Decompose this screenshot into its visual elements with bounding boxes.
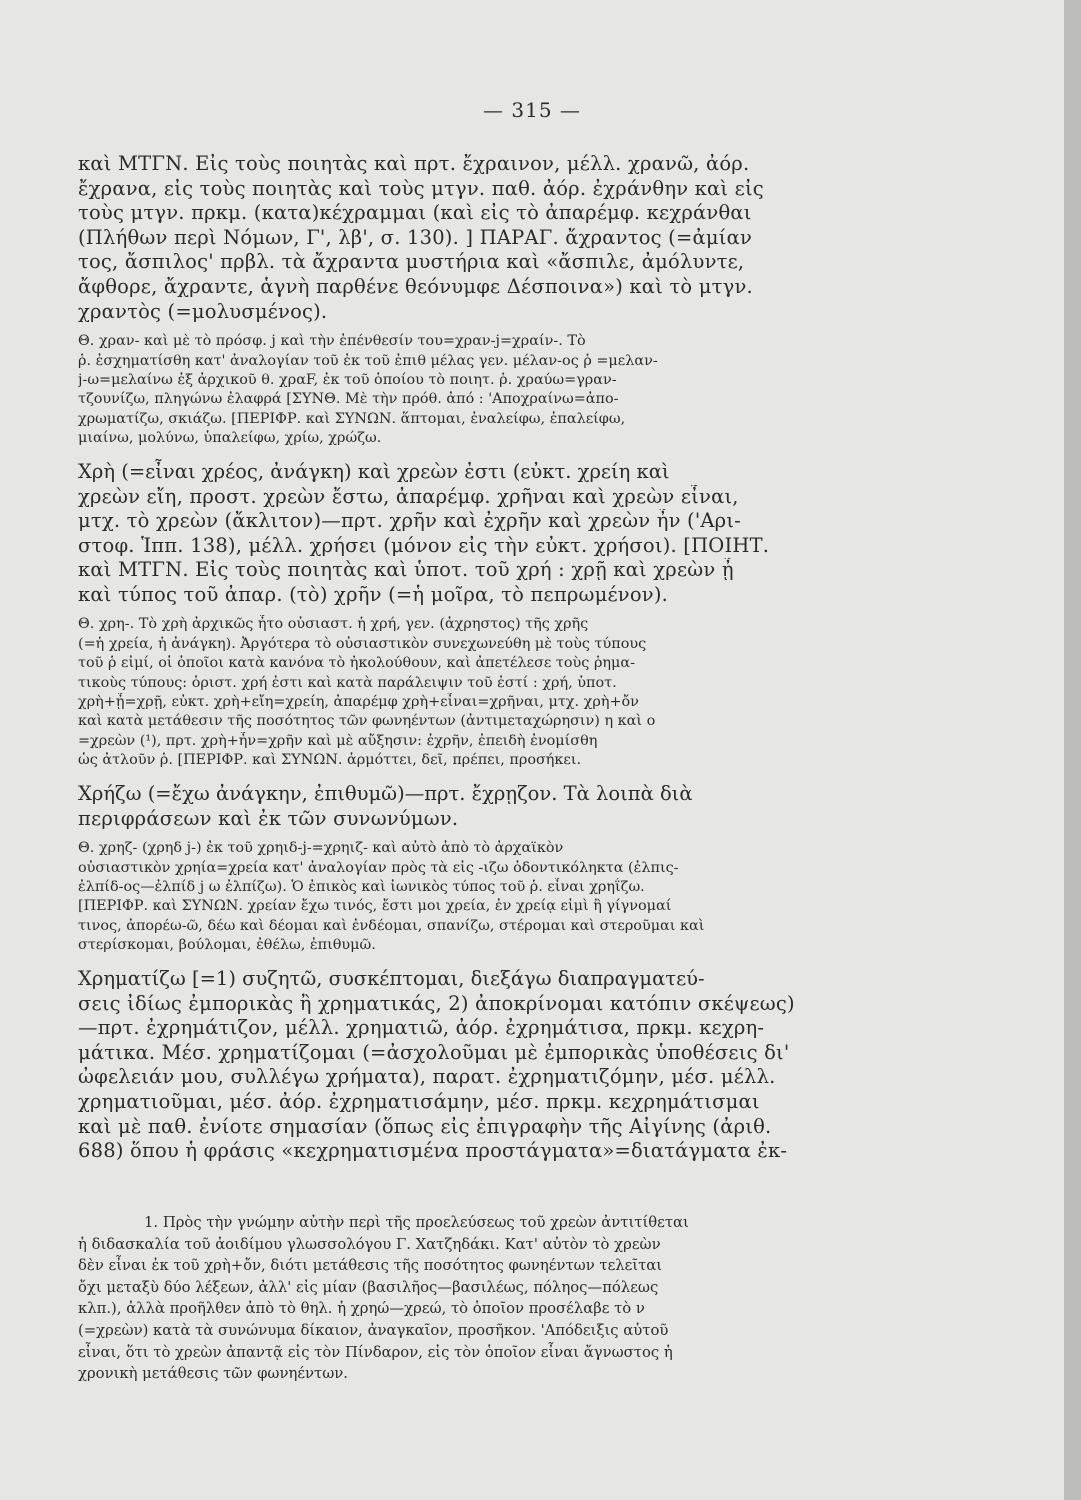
entry-text-line: τος, ἄσπιλος' πρβλ. τὰ ἄχραντα μυστήρια καὶ «ἄσπιλε, ἀμόλυντε, (78, 250, 745, 274)
etymology-line: τζουνίζω, πληγώνω ἐλαφρά [ΣΥΝΘ. Μὲ τὴν πρόθ. ἀπό : 'Αποχραίνω=ἀπο- (78, 391, 619, 408)
entry-text-line: τοὺς μτγν. πρκμ. (κατα)κέχραμμαι (καὶ εἰς τὸ ἀπαρέμφ. κεχράνθαι (78, 201, 752, 225)
spacer (78, 831, 934, 839)
etymology-line: Θ. χρη-. Τὸ χρὴ ἀρχικῶς ἦτο οὐσιαστ. ἡ χρή, γεν. (ἀχρηστος) τῆς χρῆς (78, 616, 589, 633)
entry-text-line: χρεὼν εἴη, προστ. χρεὼν ἔστω, ἀπαρέμφ. χρῆναι καὶ χρεὼν εἶναι, (78, 484, 739, 508)
entry-text-line: καὶ ΜΤΓΝ. Εἰς τοὺς ποιητὰς καὶ ὑποτ. τοῦ χρή : χρῇ καὶ χρεὼν ᾖ (78, 558, 734, 582)
entry-text-line: ἄφθορε, ἄχραντε, ἁγνὴ παρθένε θεόνυμφε Δέσποινα») καὶ τὸ μτγν. (78, 274, 753, 298)
etymology-line: Θ. χραν- καὶ μὲ τὸ πρόσφ. j καὶ τὴν ἐπένθεσίν του=χραν-j=χραίν-. Τὸ (78, 333, 586, 350)
entry-text-line: χραντὸς (=μολυσμένος). (78, 299, 328, 323)
etymology-line: οὐσιαστικὸν χρηία=χρεία κατ' ἀναλογίαν πρὸς τὰ εἰς -ιζω ὀδοντικόληκτα (ἐλπις- (78, 859, 679, 876)
etymology-line: ἐλπίδ-ος—ἐλπίδ j ω ἐλπίζω). Ὁ ἐπικὸς καὶ ἰωνικὸς τύπος τοῦ ῥ. εἶναι χρηΐζω. (78, 878, 645, 895)
etymology-line: (=ἡ χρεία, ἡ ἀνάγκη). Ἀργότερα τὸ οὐσιαστικὸν συνεχωνεύθη μὲ τοὺς τύπους (78, 635, 647, 652)
etymology-line: =χρεὼν (¹), πρτ. χρὴ+ἦν=χρῆν καὶ μὲ αὔξησιν: ἐχρῆν, ἐπειδὴ ἐνομίσθη (78, 732, 598, 749)
footnote (78, 1212, 934, 1385)
entry-text-line: στοφ. Ἱππ. 138), μέλλ. χρήσει (μόνον εἰς τὴν εὐκτ. χρήσοι). [ΠΟΙΗΤ. (78, 533, 770, 557)
entry-text-line: ἔχρανα, εἰς τοὺς ποιητὰς καὶ τοὺς μτγν. παθ. ἀόρ. ἐχράνθην καὶ εἰς (78, 176, 764, 200)
dictionary-body (78, 152, 934, 1164)
entry-text-line: 688) ὅπου ἡ φράσις «κεχρηματισμένα προστάγματα»=διατάγματα ἐκ- (78, 1139, 788, 1163)
page-number: — 315 — (483, 98, 581, 122)
entry-text-line: καὶ ΜΤΓΝ. Εἰς τοὺς ποιητὰς καὶ πρτ. ἔχραινον, μέλλ. χρανῶ, ἀόρ. (78, 152, 750, 175)
etymology-line: τινος, ἀπορέω-ῶ, δέω καὶ δέομαι καὶ ἐνδέομαι, σπανίζω, στέρομαι καὶ στεροῦμαι καὶ (78, 917, 705, 934)
etymology-line: χρὴ+ᾖ=χρῇ, εὐκτ. χρὴ+εἴη=χρείη, ἀπαρέμφ χρὴ+εἶναι=χρῆναι, μτχ. χρὴ+ὄν (78, 694, 639, 711)
footnote-line: ὄχι μεταξὺ δύο λέξεων, ἀλλ' εἰς μίαν (βασιλῆος—βασιλέως, πόληος—πόλεως (78, 1278, 659, 1296)
spacer (78, 956, 934, 966)
etymology-line: ῥ. ἐσχηματίσθη κατ' ἀναλογίαν τοῦ ἐκ τοῦ ἐπιθ μέλας γεν. μέλαν-ος ῥ =μελαν- (78, 352, 658, 369)
footnote-line: εἶναι, ὅτι τὸ χρεὼν ἀπαντᾷ εἰς τὸν Πίνδαρον, εἰς τὸν ὁποῖον εἶναι ἄγνωστος ἡ (78, 1343, 673, 1361)
etymology-line: καὶ κατὰ μετάθεσιν τῆς ποσότητος τῶν φωνηέντων (ἀντιμεταχώρησιν) η καὶ ο (78, 713, 656, 730)
entry-headword-line: Χρὴ (=εἶναι χρέος, ἀνάγκη) καὶ χρεὼν ἐστι (εὐκτ. χρείη καὶ (78, 459, 670, 483)
entry-text-line: —πρτ. ἐχρημάτιζον, μέλλ. χρηματιῶ, ἀόρ. ἐχρημάτισα, πρκμ. κεχρη- (78, 1016, 765, 1040)
etymology-line: στερίσκομαι, βούλομαι, ἐθέλω, ἐπιθυμῶ. (78, 937, 376, 954)
entry-text-line: καὶ τύπος τοῦ ἀπαρ. (τὸ) χρῆν (=ἡ μοῖρα, τὸ πεπρωμένον). (78, 582, 669, 606)
entry-text-line: μάτικα. Μέσ. χρηματίζομαι (=ἀσχολοῦμαι μὲ ἐμπορικὰς ὑποθέσεις δι' (78, 1040, 790, 1064)
footnote-line: χρονικὴ μετάθεσις τῶν φωνηέντων. (78, 1365, 348, 1383)
footnote-line: κλπ.), ἀλλὰ προῆλθεν ἀπὸ τὸ θηλ. ἡ χρηώ—χρεώ, τὸ ὁποῖον προσέλαβε τὸ ν (78, 1300, 645, 1318)
etymology-line: τικοὺς τύπους: ὁριστ. χρή ἐστι καὶ κατὰ παράλειψιν τοῦ ἐστί : χρή, ὑποτ. (78, 674, 617, 691)
entry-text-line: σεις ἰδίως ἐμπορικὰς ἢ χρηματικάς, 2) ἀποκρίνομαι κατόπιν σκέψεως) (78, 991, 795, 1015)
entry-text-line: (Πλήθων περὶ Νόμων, Γ', λβ', σ. 130). ] ΠΑΡΑΓ. ἄχραντος (=ἀμίαν (78, 225, 753, 249)
spacer (78, 771, 934, 781)
etymology-line: j-ω=μελαίνω ἐξ ἀρχικοῦ θ. χραF, ἐκ τοῦ ὁποίου τὸ ποιητ. ῥ. χραύω=γραν- (78, 371, 617, 388)
entry-text-line: μτχ. τὸ χρεὼν (ἄκλιτον)—πρτ. χρῆν καὶ ἐχρῆν καὶ χρεὼν ἦν ('Αρι- (78, 509, 741, 533)
entry-headword-line: Χρήζω (=ἔχω ἀνάγκην, ἐπιθυμῶ)—πρτ. ἔχρῃζον. Τὰ λοιπὰ διὰ (78, 781, 693, 805)
page-edge (1064, 0, 1081, 1500)
spacer (78, 607, 934, 615)
spacer (78, 324, 934, 332)
etymology-line: τοῦ ῥ εἰμί, οἱ ὁποῖοι κατὰ κανόνα τὸ ἠκολούθουν, καὶ ἀπετέλεσε τοὺς ῥημα- (78, 655, 635, 672)
entry-text-line: περιφράσεων καὶ ἐκ τῶν συνωνύμων. (78, 806, 459, 830)
entry-text-line: καὶ μὲ παθ. ἐνίοτε σημασίαν (ὅπως εἰς ἐπιγραφὴν τῆς Αἰγίνης (ἀριθ. (78, 1114, 772, 1138)
etymology-line: [ΠΕΡΙΦΡ. καὶ ΣΥΝΩΝ. χρείαν ἔχω τινός, ἔστι μοι χρεία, ἐν χρείᾳ εἰμὶ ἢ γίγνομαί (78, 898, 672, 915)
etymology-line: ὡς ἀτλοῦν ῥ. [ΠΕΡΙΦΡ. καὶ ΣΥΝΩΝ. ἁρμόττει, δεῖ, πρέπει, προσήκει. (78, 752, 582, 769)
footnote-line: δὲν εἶναι ἐκ τοῦ χρὴ+ὄν, διότι μετάθεσις τῆς ποσότητος φωνηέντων τελεῖται (78, 1257, 663, 1275)
etymology-line: χρωματίζω, σκιάζω. [ΠΕΡΙΦΡ. καὶ ΣΥΝΩΝ. ἅπτομαι, ἐναλείφω, ἐπαλείφω, (78, 410, 626, 427)
footnote-line: (=χρεὼν) κατὰ τὰ συνώνυμα δίκαιον, ἀναγκαῖον, προσῆκον. 'Απόδειξις αὐτοῦ (78, 1321, 669, 1339)
etymology-line: Θ. χρηζ- (χρηδ j-) ἐκ τοῦ χρηιδ-j-=χρηιζ- καὶ αὐτὸ ἀπὸ τὸ ἀρχαϊκὸν (78, 840, 564, 857)
etymology-line: μιαίνω, μολύνω, ὑπαλείφω, χρίω, χρώζω. (78, 430, 382, 447)
entry-headword-line: Χρηματίζω [=1) συζητῶ, συσκέπτομαι, διεξάγω διαπραγματεύ- (78, 966, 705, 990)
entry-text-line: χρηματιοῦμαι, μέσ. ἀόρ. ἐχρηματισάμην, μέσ. πρκμ. κεχρημάτισμαι (78, 1089, 760, 1113)
footnote-line: 1. Πρὸς τὴν γνώμην αὐτὴν περὶ τῆς προελεύσεως τοῦ χρεὼν ἀντιτίθεται (144, 1214, 689, 1231)
footnote-line: ἡ διδασκαλία τοῦ ἀοιδίμου γλωσσολόγου Γ. Χατζηδάκι. Κατ' αὐτὸν τὸ χρεὼν (78, 1235, 661, 1253)
entry-text-line: ὠφελειάν μου, συλλέγω χρήματα), παρατ. ἐχρηματιζόμην, μέσ. μέλλ. (78, 1065, 776, 1089)
spacer (78, 449, 934, 459)
